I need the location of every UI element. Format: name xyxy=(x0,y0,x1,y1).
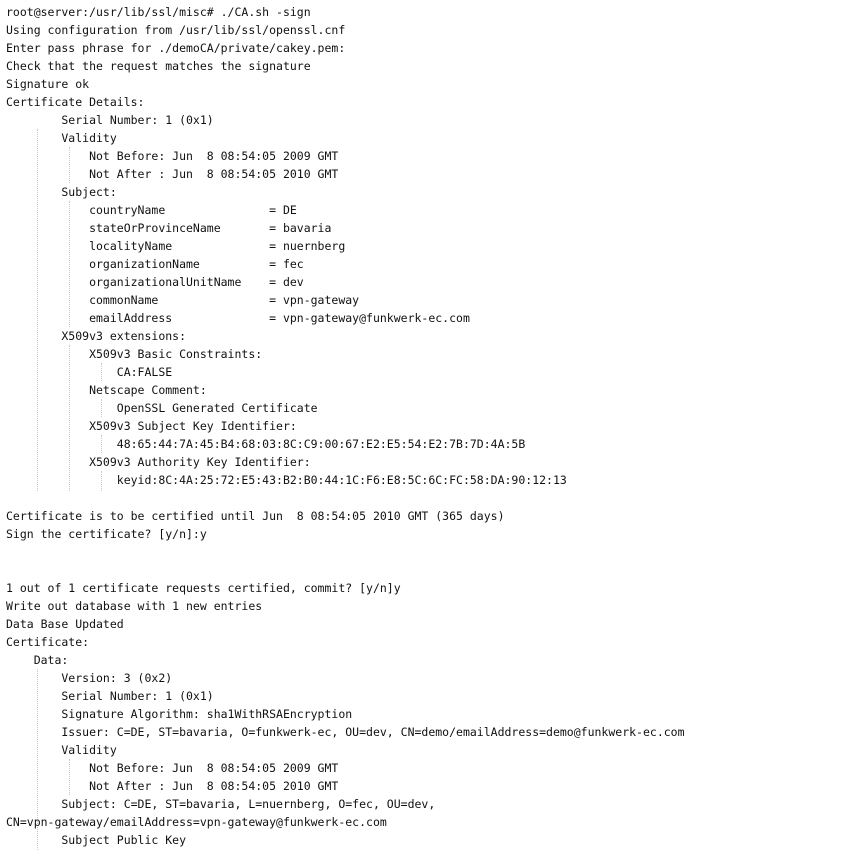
terminal-line: X509v3 Subject Key Identifier: xyxy=(6,419,297,433)
terminal-line: CN=vpn-gateway/emailAddress=vpn-gateway@funkwerk-ec.com xyxy=(6,815,387,829)
terminal-line: Data: xyxy=(6,653,69,667)
terminal-line: Version: 3 (0x2) xyxy=(6,671,173,685)
terminal-line xyxy=(6,543,685,561)
terminal-line: Certificate: xyxy=(6,635,90,649)
terminal-line xyxy=(6,489,685,507)
terminal-line: Issuer: C=DE, ST=bavaria, O=funkwerk-ec, OU=dev, CN=demo/emailAddress=demo@funkwerk-ec.com xyxy=(6,725,685,739)
terminal-line: Netscape Comment: xyxy=(6,383,207,397)
terminal-line: Data Base Updated xyxy=(6,617,124,631)
terminal-line: Certificate Details: xyxy=(6,95,145,109)
terminal-line: Subject Public Key xyxy=(6,833,187,847)
terminal-line: Serial Number: 1 (0x1) xyxy=(6,689,214,703)
terminal-line: Serial Number: 1 (0x1) xyxy=(6,113,214,127)
terminal-line xyxy=(6,561,685,579)
terminal-line: Check that the request matches the signature xyxy=(6,59,311,73)
terminal-line: Subject: C=DE, ST=bavaria, L=nuernberg, O=fec, OU=dev, xyxy=(6,797,436,811)
terminal-line: Signature Algorithm: sha1WithRSAEncryption xyxy=(6,707,353,721)
terminal-line: root@server:/usr/lib/ssl/misc# ./CA.sh -sign xyxy=(6,5,311,19)
terminal-line: Using configuration from /usr/lib/ssl/openssl.cnf xyxy=(6,23,346,37)
terminal-line: countryName = DE xyxy=(6,203,297,217)
terminal-line: organizationName = fec xyxy=(6,257,304,271)
terminal-line: Not Before: Jun 8 08:54:05 2009 GMT xyxy=(6,761,339,775)
terminal-line: CA:FALSE xyxy=(6,365,173,379)
terminal-line: 1 out of 1 certificate requests certified, commit? [y/n]y xyxy=(6,581,401,595)
terminal-line: stateOrProvinceName = bavaria xyxy=(6,221,332,235)
terminal-line: Sign the certificate? [y/n]:y xyxy=(6,527,207,541)
terminal-line: commonName = vpn-gateway xyxy=(6,293,360,307)
terminal-line: Not After : Jun 8 08:54:05 2010 GMT xyxy=(6,167,339,181)
terminal-line: Not After : Jun 8 08:54:05 2010 GMT xyxy=(6,779,339,793)
terminal-line: X509v3 extensions: xyxy=(6,329,187,343)
terminal-line: Subject: xyxy=(6,185,117,199)
terminal-line: emailAddress = vpn-gateway@funkwerk-ec.com xyxy=(6,311,470,325)
terminal-line: Validity xyxy=(6,131,117,145)
terminal-line: Signature ok xyxy=(6,77,90,91)
terminal-line: X509v3 Basic Constraints: xyxy=(6,347,263,361)
terminal-line: localityName = nuernberg xyxy=(6,239,346,253)
terminal-output xyxy=(6,3,685,849)
terminal-line: Certificate is to be certified until Jun 8 08:54:05 2010 GMT (365 days) xyxy=(6,509,505,523)
terminal-line: OpenSSL Generated Certificate xyxy=(6,401,318,415)
terminal-line: Write out database with 1 new entries xyxy=(6,599,263,613)
terminal-line: Enter pass phrase for ./demoCA/private/cakey.pem: xyxy=(6,41,346,55)
terminal-line: X509v3 Authority Key Identifier: xyxy=(6,455,311,469)
terminal-line: organizationalUnitName = dev xyxy=(6,275,304,289)
terminal-line: Validity xyxy=(6,743,117,757)
terminal-line: keyid:8C:4A:25:72:E5:43:B2:B0:44:1C:F6:E8:5C:6C:FC:58:DA:90:12:13 xyxy=(6,473,567,487)
terminal-line: 48:65:44:7A:45:B4:68:03:8C:C9:00:67:E2:E5:54:E2:7B:7D:4A:5B xyxy=(6,437,526,451)
terminal-line: Not Before: Jun 8 08:54:05 2009 GMT xyxy=(6,149,339,163)
